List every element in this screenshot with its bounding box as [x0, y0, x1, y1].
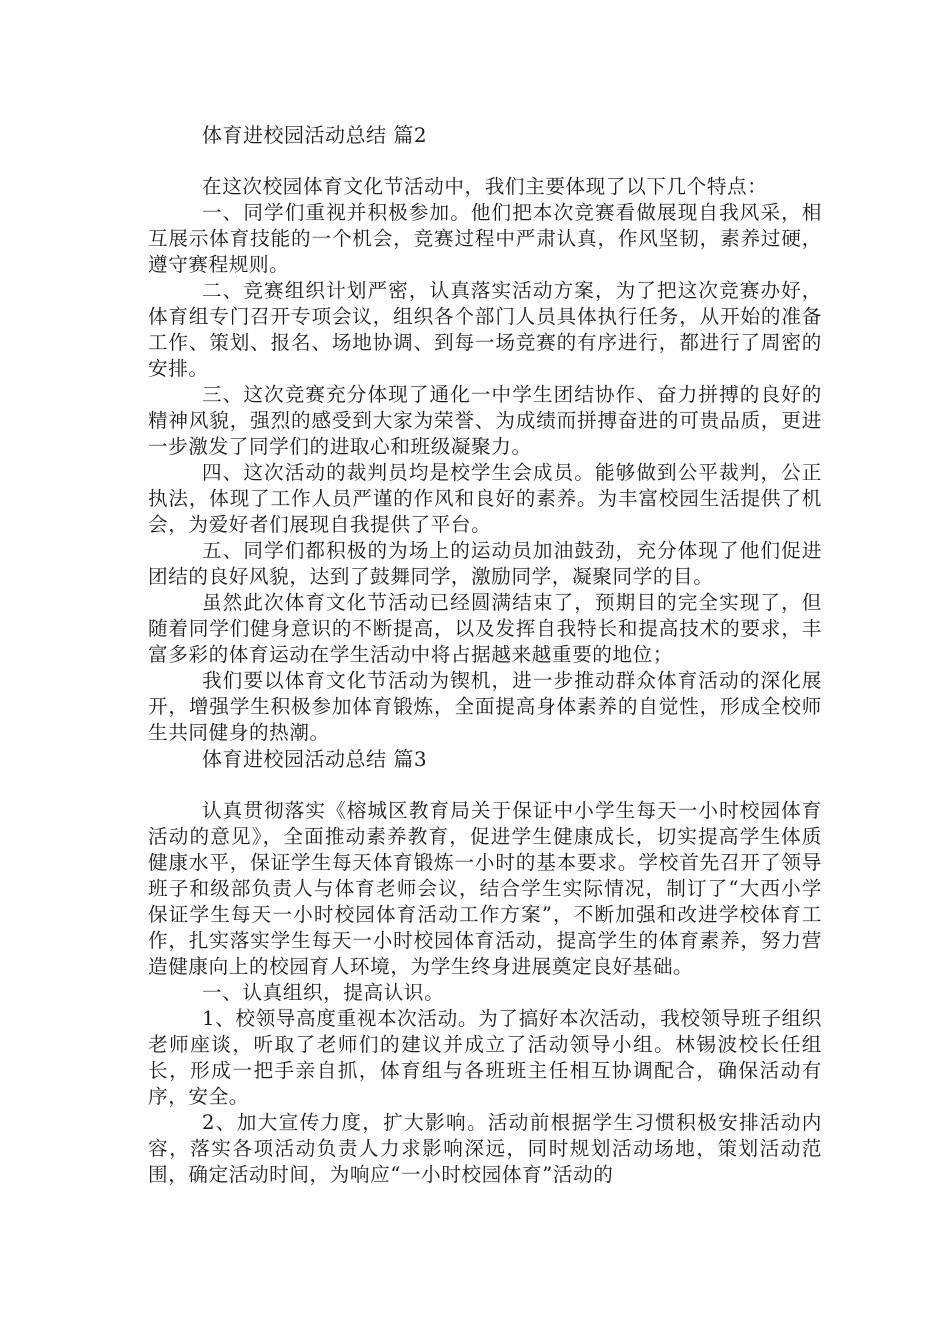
paragraph: 虽然此次体育文化节活动已经圆满结束了，预期目的完全实现了，但随着同学们健身意识的不断提高，以及发挥自我特长和提高技术的要求，丰富多彩的体育运动在学生活动中将占据越来越重要的地位； [148, 591, 822, 666]
paragraph: 2、加大宣传力度，扩大影响。活动前根据学生习惯积极安排活动内容，落实各项活动负责人力求影响深远，同时规划活动场地，策划活动范围，确定活动时间，为响应“一小时校园体育”活动的 [148, 1111, 822, 1186]
paragraph: 我们要以体育文化节活动为锲机，进一步推动群众体育活动的深化展开，增强学生积极参加体育锻炼，全面提高身体素养的自觉性，形成全校师生共同健身的热潮。 [148, 669, 822, 744]
section-2-heading: 体育进校园活动总结 篇2 [202, 123, 428, 147]
spacer [148, 772, 822, 798]
paragraph: 在这次校园体育文化节活动中，我们主要体现了以下几个特点： [202, 175, 768, 198]
paragraph: 一、认真组织，提高认识。 [202, 981, 445, 1004]
paragraph: 四、这次活动的裁判员均是校学生会成员。能够做到公平裁判，公正执法，体现了工作人员严谨的作风和良好的素养。为丰富校园生活提供了机会，为爱好者们展现自我提供了平台。 [148, 461, 822, 536]
paragraph: 1、校领导高度重视本次活动。为了搞好本次活动，我校领导班子组织老师座谈，听取了老师们的建议并成立了活动领导小组。林锡波校长任组长，形成一把手亲自抓，体育组与各班班主任相互协调配合，确保活动有序，安全。 [148, 1007, 822, 1108]
paragraph: 二、竞赛组织计划严密，认真落实活动方案，为了把这次竞赛办好，体育组专门召开专项会议，组织各个部门人员具体执行任务，从开始的准备工作、策划、报名、场地协调、到每一场竞赛的有序进行，都进行了周密的安排。 [148, 279, 822, 380]
paragraph: 三、这次竞赛充分体现了通化一中学生团结协作、奋力拼搏的良好的精神风貌，强烈的感受到大家为荣誉、为成绩而拼搏奋进的可贵品质，更进一步激发了同学们的进取心和班级凝聚力。 [148, 383, 822, 458]
document-page [148, 122, 822, 1188]
spacer [148, 148, 822, 174]
section-3-heading: 体育进校园活动总结 篇3 [202, 747, 428, 771]
paragraph: 五、同学们都积极的为场上的运动员加油鼓劲，充分体现了他们促进团结的良好风貌，达到了鼓舞同学，激励同学，凝聚同学的目。 [148, 539, 822, 588]
paragraph: 一、同学们重视并积极参加。他们把本次竞赛看做展现自我风采，相互展示体育技能的一个机会，竞赛过程中严肃认真，作风坚韧，素养过硬，遵守赛程规则。 [148, 201, 822, 276]
paragraph: 认真贯彻落实《榕城区教育局关于保证中小学生每天一小时校园体育活动的意见》，全面推动素养教育，促进学生健康成长，切实提高学生体质健康水平，保证学生每天体育锻炼一小时的基本要求。学校首先召开了领导班子和级部负责人与体育老师会议，结合学生实际情况，制订了“大西小学保证学生每天一小时校园体育活动工作方案”，不断加强和改进学校体育工作，扎实落实学生每天一小时校园体育活动，提高学生的体育素养，努力营造健康向上的校园育人环境，为学生终身进展奠定良好基础。 [148, 799, 822, 978]
